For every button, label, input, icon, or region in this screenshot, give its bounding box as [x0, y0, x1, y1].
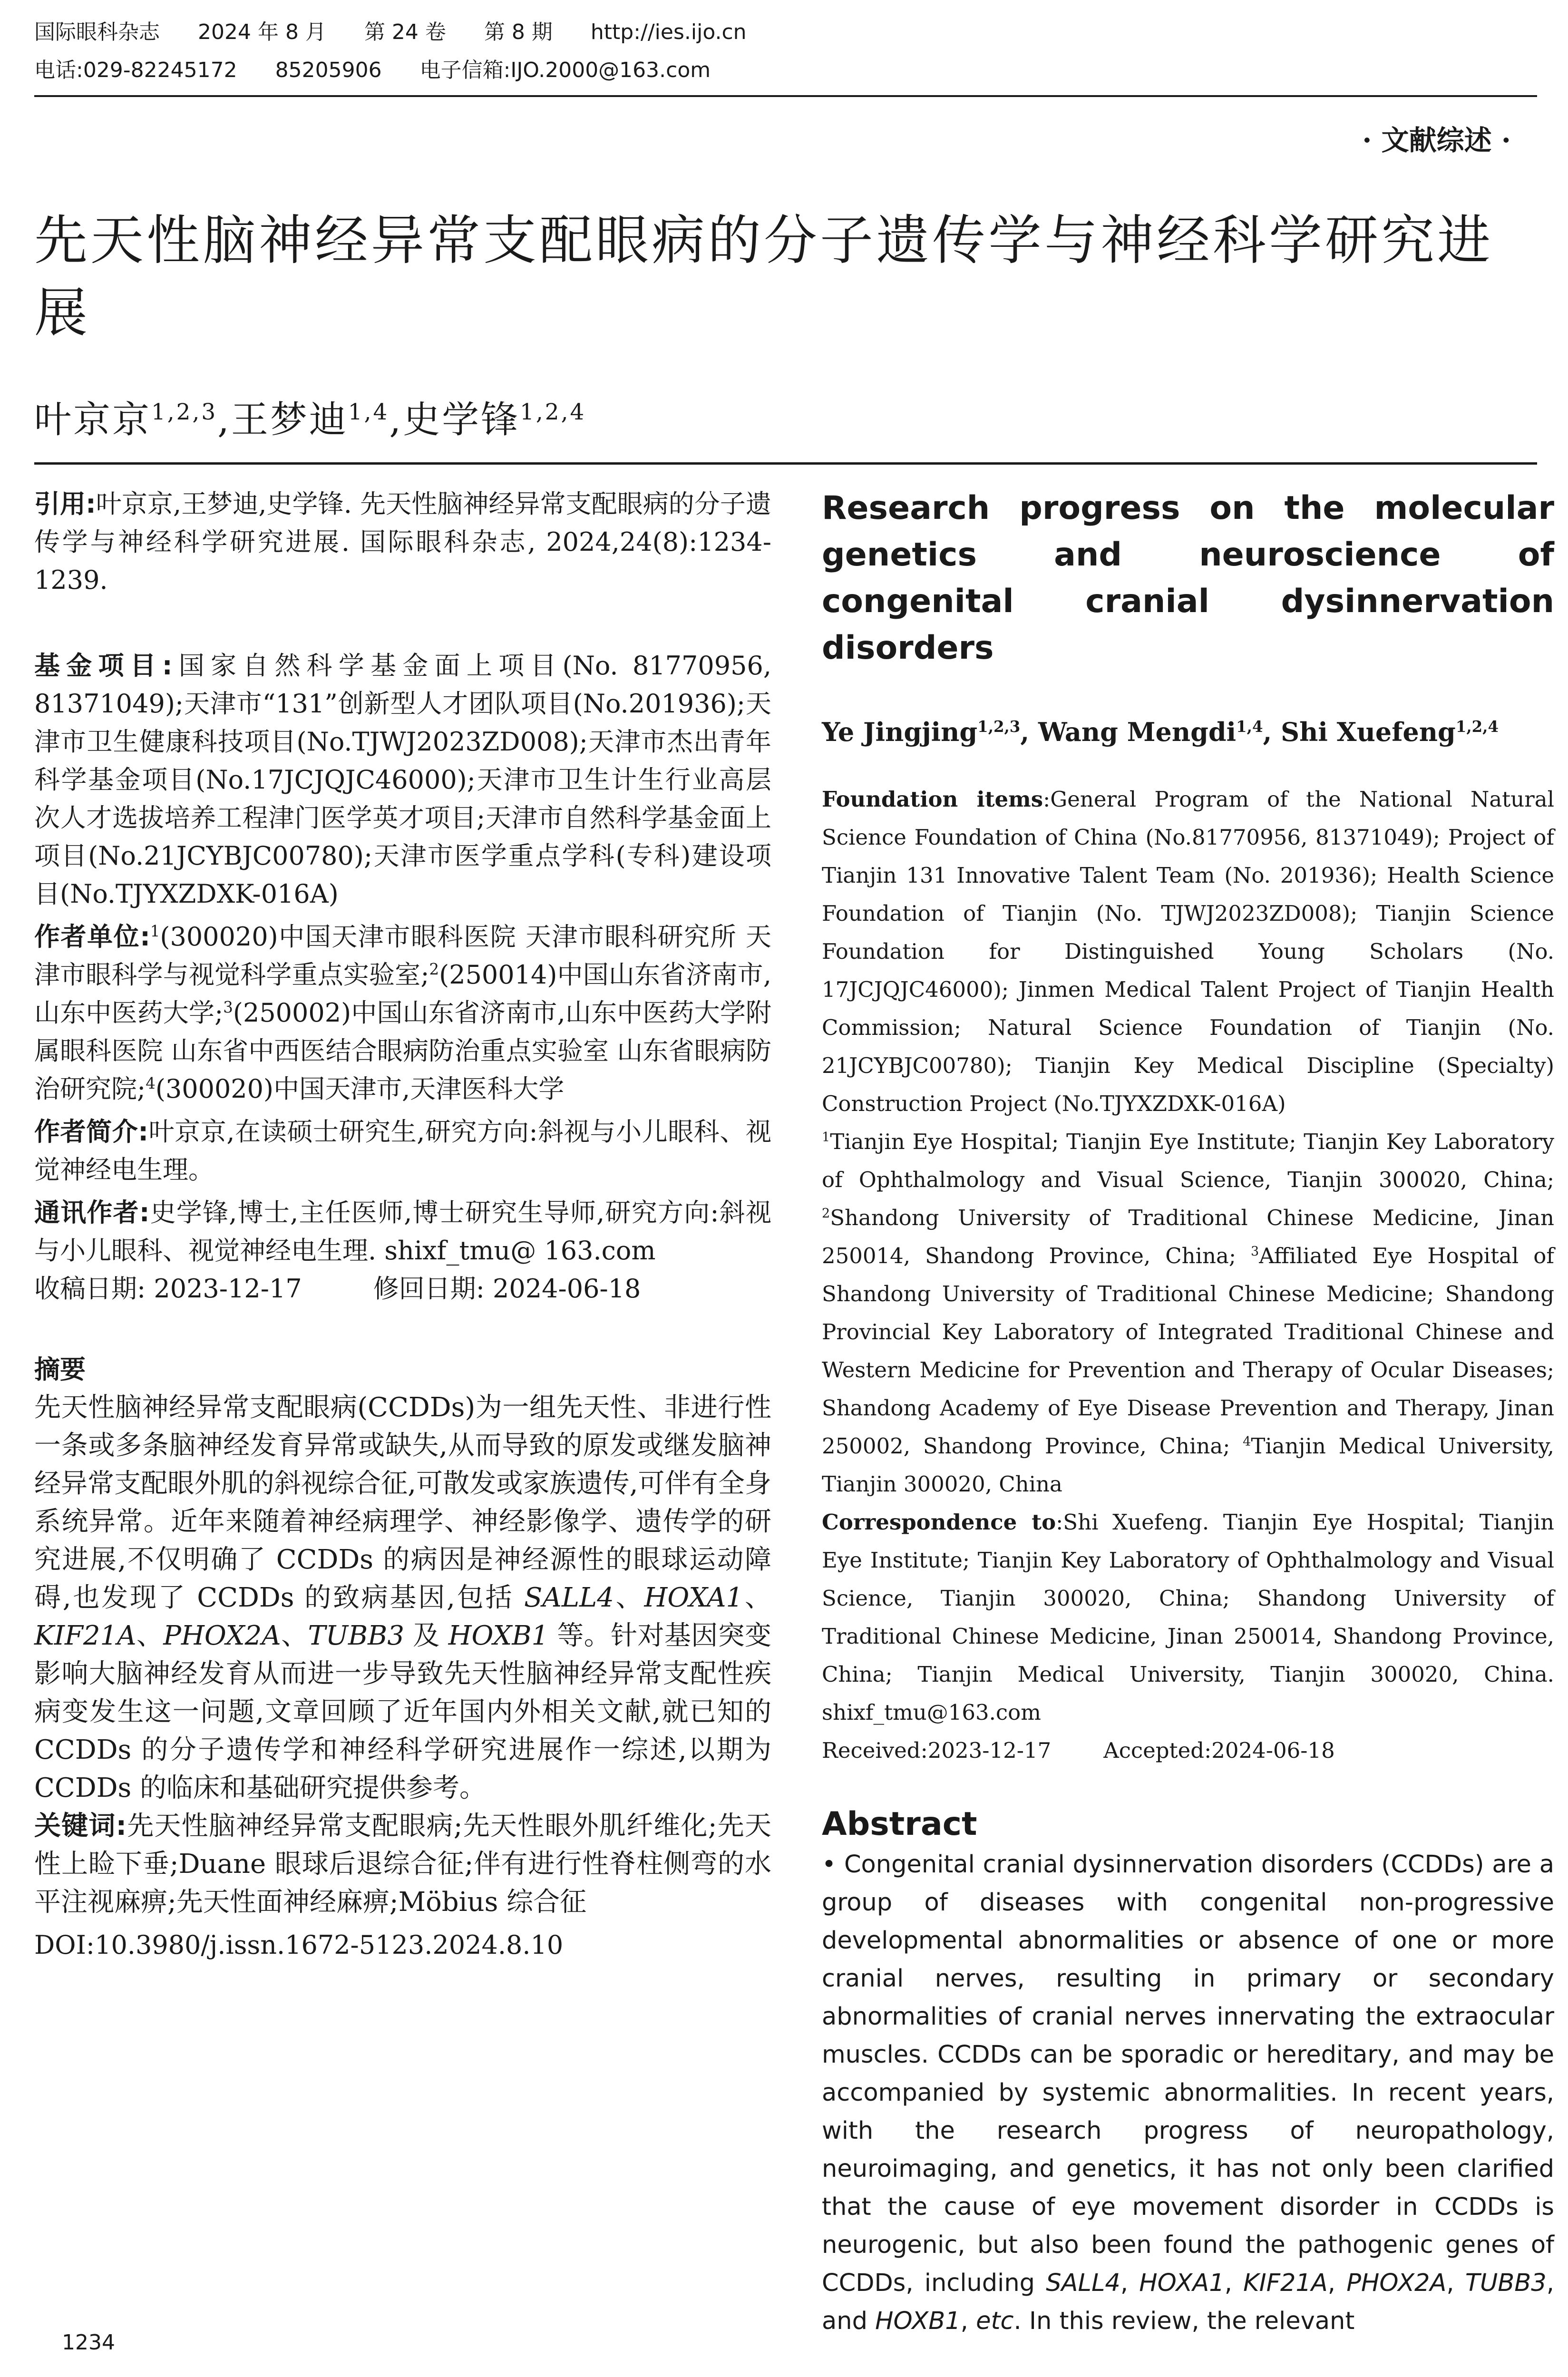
issue-date: 2024 年 8 月 [198, 20, 326, 44]
funding-cn: 基金项目:国家自然科学基金面上项目(No. 81770956, 81371049);天津市“131”创新型人才团队项目(No.201936);天津市卫生健康科技项目(No.TJWJ2023ZD008);天津市杰出青年科学基金项目(No.17JCJQJC46000);天津市卫生计生行业高层次人才选拔培养工程津门医学英才项目;天津市自然科学基金面上项目(No.21JCYBJC00780);天津市医学重点学科(专科)建设项目(No.TJYXZDXK-016A) [34, 651, 771, 909]
header-rule [34, 95, 1537, 97]
right-column [822, 485, 1554, 2340]
dates-cn: 收稿日期: 2023-12-17 修回日期: 2024-06-18 [34, 1274, 641, 1304]
volume: 第 24 卷 [364, 20, 446, 44]
affiliation-cn: 作者单位:$^1$(300020)中国天津市眼科医院 天津市眼科研究所 天津市眼科学与视觉科学重点实验室;$^2$(250014)中国山东省济南市,山东中医药大学;$^3$(250002)中国山东省济南市,山东中医药大学附属眼科医院 山东省中西医结合眼病防治重点实验室 山东省眼病防治研究院;$^4$(300020)中国天津市,天津医科大学 [34, 922, 771, 1104]
section-tag: · 文献综述 · [1362, 124, 1511, 156]
bio-cn: 作者简介:叶京京,在读硕士研究生,研究方向:斜视与小儿眼科、视觉神经电生理。 [34, 1117, 771, 1185]
page-number: 1234 [62, 2330, 115, 2355]
abstract-en-heading: Abstract [822, 1805, 977, 1843]
title-cn: 先天性脑神经异常支配眼病的分子遗传学与神经科学研究进展 [34, 210, 1493, 344]
keywords-cn: 关键词:先天性脑神经异常支配眼病;先天性眼外肌纤维化;先天性上睑下垂;Duane 眼球后退综合征;伴有进行性脊柱侧弯的水平注视麻痹;先天性面神经麻痹;Möbius 综合征 [34, 1811, 771, 1918]
affiliation-en: $^1$Tianjin Eye Hospital; Tianjin Eye Institute; Tianjin Key Laboratory of Ophthalmology and Visual Science, Tianjin 300020, China; $^2$Shandong University of Traditional Chinese Medicine, Jinan 250014, Shandong Province, China; $^3$Affiliated Eye Hospital of Shandong University of Traditional Chinese Medicine; Shandong Provincial Key Laboratory of Integrated Traditional Chinese and Western Medicine for Prevention and Therapy of Ocular Diseases; Shandong Academy of Eye Disease Prevention and Therapy, Jinan 250002, Shandong Province, China; $^4$Tianjin Medical University, Tianjin 300020, China [822, 1129, 1554, 1497]
authors-en: Ye Jingjing$^{1,2,3}$, Wang Mengdi$^{1,4}$, Shi Xuefeng$^{1,2,4}$ [822, 717, 1499, 747]
author-cn-1: 叶京京 [34, 399, 152, 441]
issue-number: 第 8 期 [484, 20, 553, 44]
english-front-matter [822, 780, 1554, 1770]
citation: 引用:叶京京,王梦迪,史学锋. 先天性脑神经异常支配眼病的分子遗传学与神经科学研究进展. 国际眼科杂志, 2024,24(8):1234-1239. [34, 489, 771, 595]
contact-header [34, 55, 749, 86]
correspondence-en: Correspondence to:Shi Xuefeng. Tianjin Eye Hospital; Tianjin Eye Institute; Tianjin Key Laboratory of Ophthalmology and Visual Science, Tianjin 300020, China; Shandong University of Traditional Chinese Medicine, Jinan 250014, Shandong Province, China; Tianjin Medical University, Tianjin 300020, China. shixf_tmu@163.com [822, 1510, 1555, 1725]
abstract-cn-heading: 摘要 [34, 1354, 86, 1384]
correspondence-cn: 通讯作者:史学锋,博士,主任医师,博士研究生导师,研究方向:斜视与小儿眼科、视觉神经电生理. shixf_tmu@ 163.com [34, 1198, 771, 1266]
running-header [34, 17, 785, 48]
authors-rule [34, 462, 1537, 465]
abstract-cn-text: 先天性脑神经异常支配眼病(CCDDs)为一组先天性、非进行性一条或多条脑神经发育异常或缺失,从而导致的原发或继发脑神经异常支配眼外肌的斜视综合征,可散发或家族遗传,可伴有全身系统异常。近年来随着神经病理学、神经影像学、遗传学的研究进展,不仅明确了 CCDDs 的病因是神经源性的眼球运动障碍,也发现了 CCDDs 的致病基因,包括 SALL4、HOXA1、KIF21A、PHOX2A、TUBB3 及 HOXB1 等。针对基因突变影响大脑神经发育从而进一步导致先天性脑神经异常支配性疾病变发生这一问题,文章回顾了近年国内外相关文献,就已知的 CCDDs 的分子遗传学和神经科学研究进展作一综述,以期为 CCDDs 的临床和基础研究提供参考。 [34, 1392, 772, 1803]
author-cn-3: 史学锋 [403, 399, 520, 441]
authors-cn: 叶京京$^{1,2,3}$,王梦迪$^{1,4}$,史学锋$^{1,2,4}$ [34, 399, 586, 441]
author-cn-2: 王梦迪 [231, 399, 348, 441]
title-en: Research progress on the molecular genetics and neuroscience of congenital cranial dysinnervation disorders [822, 489, 1554, 667]
funding-en: Foundation items:General Program of the National Natural Science Foundation of China (No.81770956, 81371049); Project of Tianjin 131 Innovative Talent Team (No. 201936); Health Science Foundation of Tianjin (No. TJWJ2023ZD008); Tianjin Science Foundation for Distinguished Young Scholars (No. 17JCJQJC46000); Jinmen Medical Talent Project of Tianjin Health Commission; Natural Science Foundation of Tianjin (No. 21JCYBJC00780); Tianjin Key Medical Discipline (Specialty) Construction Project (No.TJYXZDXK-016A) [822, 787, 1554, 1116]
journal-name: 国际眼科杂志 [34, 20, 160, 44]
left-column [34, 485, 771, 1964]
phone: 电话:029-82245172 [34, 58, 237, 82]
abstract-en-text: • Congenital cranial dysinnervation disorders (CCDDs) are a group of diseases with congenital non-progressive developmental abnormalities or absence of one or more cranial nerves, resulting in primary or secondary abnormalities of cranial nerves innervating the extraocular muscles. CCDDs can be sporadic or hereditary, and may be accompanied by systemic abnormalities. In recent years, with the research progress of neuropathology, neuroimaging, and genetics, it has not only been clarified that the cause of eye movement disorder in CCDDs is neurogenic, but also been found the pathogenic genes of CCDDs, including SALL4, HOXA1, KIF21A, PHOX2A, TUBB3, and HOXB1, etc. In this review, the relevant [822, 1851, 1554, 2335]
phone-2: 85205906 [275, 58, 382, 82]
journal-url[interactable]: http://ies.ijo.cn [590, 20, 747, 44]
dates-en: Received:2023-12-17 Accepted:2024-06-18 [822, 1738, 1335, 1763]
doi[interactable]: DOI:10.3980/j.issn.1672-5123.2024.8.10 [34, 1930, 564, 1960]
email[interactable]: 电子信箱:IJO.2000@163.com [419, 58, 711, 82]
